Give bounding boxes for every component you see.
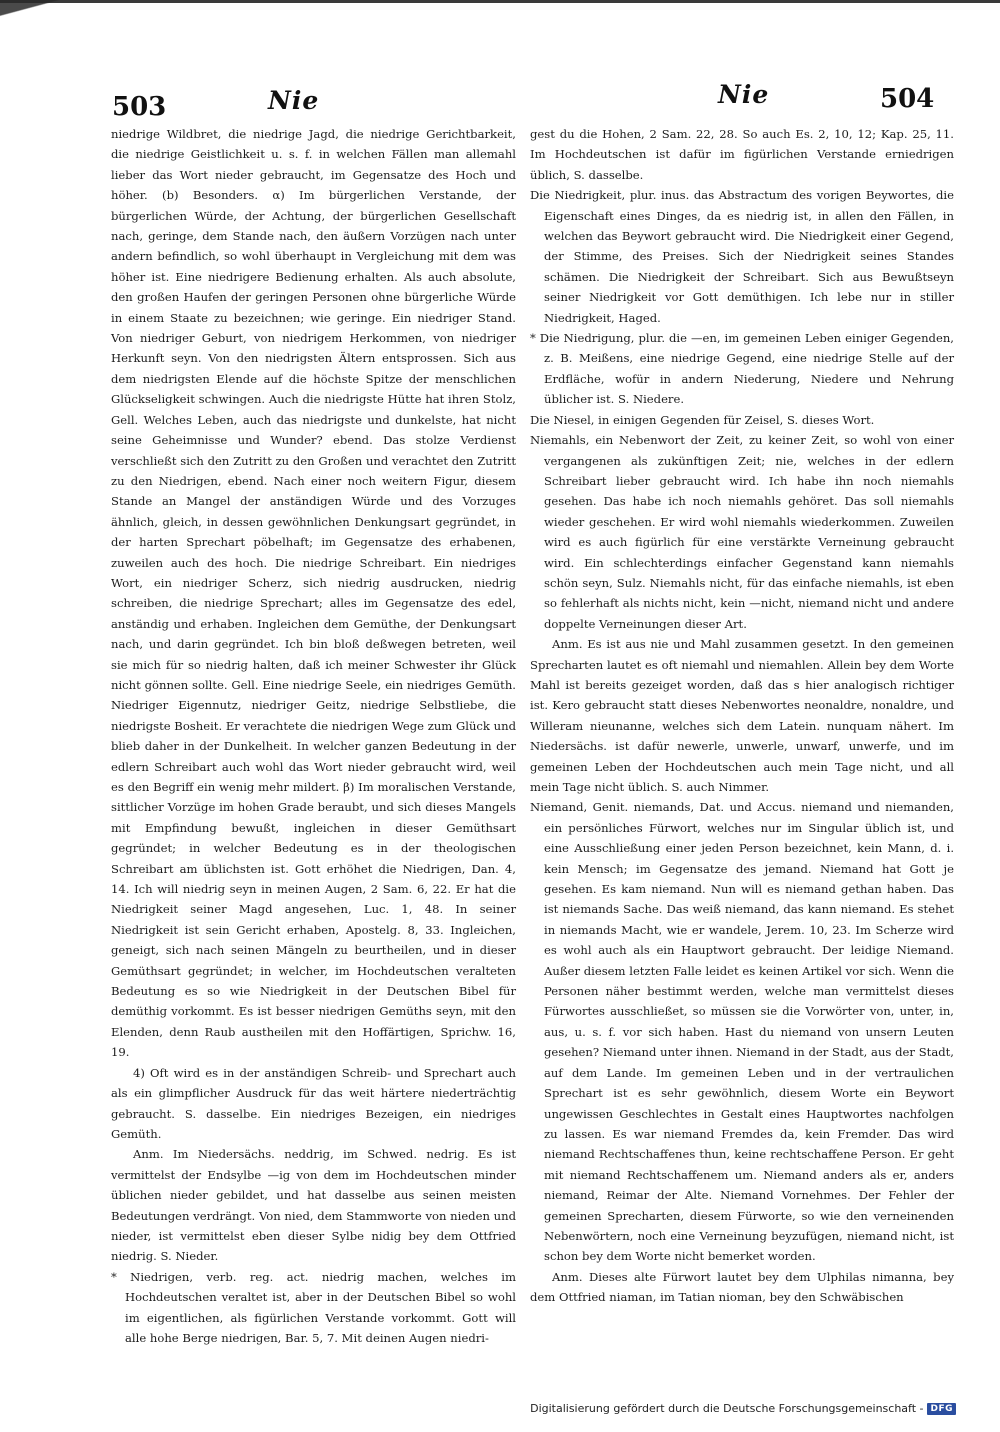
right-paragraph: Anm. Es ist aus nie und Mahl zusammen gesetzt. In den gemeinen Sprecharten lautet es oft niemahl und niemahlen. Allein bey dem Worte Mahl ist bereits gezeiget worden, daß das s hier analogisch richtiger ist. Kero gebraucht statt dieses Nebenwortes neonaldre, nonaldre, und Willeram nieunanne, welches sich dem Latein. nunquam nähert. Im Niedersächs. ist dafür newerle, unwerle, unwarf, unwerfe, und im gemeinen Leben der Hochdeutschen auch mein Tage nicht, und all mein Tage nicht üblich. S. auch Nimmer. — [530, 637, 954, 794]
right-paragraph: Anm. Dieses alte Fürwort lautet bey dem Ulphilas nimanna, bey dem Ottfried niaman, im Tatian nioman, bey den Schwäbischen — [530, 1269, 954, 1305]
left-paragraph: Anm. Im Niedersächs. neddrig, im Schwed. nedrig. Es ist vermittelst der Endsylbe —ig von dem im Hochdeutschen minder üblichen nieder gebildet, und hat dasselbe aus seinen meisten Bedeutungen verdrängt. Von nied, dem Stammworte von nieden und nieder, ist vermittelst eben dieser Sylbe nidig bey dem Ottfried niedrig. S. Nieder. — [111, 1147, 516, 1264]
right-entry: Niemand, Genit. niemands, Dat. und Accus. niemand und niemanden, ein persönliches Fürwort, welches nur im Singular üblich ist, und eine Ausschließung einer jeden Person bezeichnet, kein Mann, d. i. kein Mensch; im Gegensatze des jemand. Niemand hat Gott je gesehen. Es kam niemand. Nun will es niemand gethan haben. Das ist niemands Sache. Das weiß niemand, das kann niemand. Es stehet in niemands Macht, wie er wandele, Jerem. 10, 23. Im Scherze wird es wohl auch als ein Hauptwort gebraucht. Der leidige Niemand. Außer diesem letzten Falle leidet es keinen Artikel vor sich. Wenn die Personen näher bestimmt werden, welche man vermittelst dieses Fürwortes ausschließet, so müssen sie die Vorwörter von, unter, in, aus, u. s. f. vor sich haben. Hast du niemand von unsern Leuten gesehen? Niemand unter ihnen. Niemand in der Stadt, aus der Stadt, auf dem Lande. Im gemeinen Leben und in der vertraulichen Sprechart ist es sehr gewöhnlich, diesem Worte ein Beywort ungewissen Geschlechtes in Gestalt eines Hauptwortes nachfolgen zu lassen. Es war niemand Fremdes da, kein Fremder. Das wird niemand Rechtschaffenes thun, keine rechtschaffene Person. Er geht mit niemand Rechtschaffenem um. Niemand anders als er, anders niemand, Reimar der Alte. Niemand Vornehmes. Der Fehler der gemeinen Sprecharten, diesem Fürworte, so wie den verneinenden Nebenwörtern, noch eine Verneinung beyzufügen, niemand nicht, ist schon bey dem Worte nicht bemerket worden. — [530, 800, 954, 1264]
footer — [530, 1402, 956, 1415]
running-head-right: Nie — [718, 80, 770, 109]
left-paragraph: niedrige Wildbret, die niedrige Jagd, die niedrige Gerichtbarkeit, die niedrige Geistlichkeit u. s. f. in welchen Fällen man allemahl lieber das Wort nieder gebraucht, im Gegensatze des Hoch und höher. (b) Besonders. α) Im bürgerlichen Verstande, der bürgerlichen Würde, der Achtung, der bürgerlichen Gesellschaft nach, geringe, dem Stande nach, den äußern Vorzügen nach unter andern befindlich, so wohl überhaupt in Vergleichung mit dem was höher ist. Eine niedrigere Bedienung erhalten. Als auch absolute, den großen Haufen der geringen Personen ohne bürgerliche Würde in einem Staate zu bezeichnen; wie geringe. Ein niedriger Stand. Von niedriger Geburt, von niedrigem Herkommen, von niedriger Herkunft seyn. Von den niedrigsten Ältern entsprossen. Sich aus dem niedrigsten Elende auf die höchste Spitze der menschlichen Glückseligkeit schwingen. Auch die niedrigste Hütte hat ihren Stolz, Gell. Welches Leben, auch das niedrigste und dunkelste, hat nicht seine Geheimnisse und Wunder? ebend. Das stolze Verdienst verschließt sich den Zutritt zu den Großen und verachtet den Zutritt zu den Niedrigen, ebend. Nach einer noch weitern Figur, diesem Stande an Mangel der anständigen Würde und des Vorzuges ähnlich, gleich, in dessen gewöhnlichen Denkungsart gegründet, in der harten Sprechart pöbelhaft; im Gegensatze des erhabenen, zuweilen auch des hoch. Die niedrige Schreibart. Ein niedriges Wort, ein niedriger Scherz, sich niedrig ausdrucken, niedrig schreiben, die niedrige Sprechart; alles im Gegensatze des edel, anständig und erhaben. Ingleichen dem Gemüthe, der Denkungsart nach, und darin gegründet. Ich bin bloß deßwegen betreten, weil sie mich für so niedrig halten, daß ich meiner Schwester ihr Glück nicht gönnen sollte. Gell. Eine niedrige Seele, ein niedriges Gemüth. Niedriger Eigennutz, niedriger Geitz, niedrige Selbstliebe, die niedrigste Bosheit. Er verachtete die niedrigen Wege zum Glück und blieb daher in der Dunkelheit. In welcher ganzen Bedeutung in der edlern Schreibart auch wohl das Wort nieder gebraucht wird, weil es den Begriff ein wenig mehr mildert. β) Im moralischen Verstande, sittlicher Vorzüge im hohen Grade beraubt, und sich dieses Mangels mit Empfindung bewußt, ingleichen in dieser Gemüthsart gegründet; in welcher Bedeutung es in der theologischen Schreibart am üblichsten ist. Gott erhöhet die Niedrigen, Dan. 4, 14. Ich will niedrig seyn in meinen Augen, 2 Sam. 6, 22. Er hat die Niedrigkeit seiner Magd angesehen, Luc. 1, 48. In seiner Niedrigkeit ist sein Gericht erhaben, Apostelg. 8, 33. Ingleichen, geneigt, sich nach seinen Mängeln zu beurtheilen, und in dieser Gemüthsart gegründet; in welcher, im Hochdeutschen veralteten Bedeutung es so wie Niedrigkeit in der Deutschen Bibel für demüthig vorkommt. Es ist besser niedrigen Gemüths seyn, mit den Elenden, denn Raub austheilen mit den Hoffärtigen, Sprichw. 16, 19. — [111, 127, 516, 1060]
left-column — [111, 124, 516, 1345]
page-number-right: 504 — [880, 84, 935, 114]
left-paragraph: 4) Oft wird es in der anständigen Schreib- und Sprechart auch als ein glimpflicher Ausdruck für das weit härtere niederträchtig gebraucht. S. dasselbe. Ein niedriges Bezeigen, ein niedriges Gemüth. — [111, 1065, 516, 1141]
right-entry: Die Niesel, in einigen Gegenden für Zeisel, S. dieses Wort. — [530, 412, 875, 427]
right-column — [530, 124, 954, 1305]
right-entry: Die Niedrigkeit, plur. inus. das Abstractum des vorigen Beywortes, die Eigenschaft eines Dinges, da es niedrig ist, in allen den Fällen, in welchen das Beywort gebraucht wird. Die Niedrigkeit einer Gegend, der Stimme, des Preises. Sich der Niedrigkeit seines Standes schämen. Die Niedrigkeit der Schreibart. Sich aus Bewußtseyn seiner Niedrigkeit vor Gott demüthigen. Ich lebe nur in stiller Niedrigkeit, Haged. — [530, 188, 954, 325]
page-number-left: 503 — [112, 92, 167, 122]
right-paragraph: gest du die Hohen, 2 Sam. 22, 28. So auch Es. 2, 10, 12; Kap. 25, 11. Im Hochdeutschen ist dafür im figürlichen Verstande erniedrigen üblich, S. dasselbe. — [530, 127, 954, 182]
left-entry: * Niedrigen, verb. reg. act. niedrig machen, welches im Hochdeutschen veraltet ist, aber in der Deutschen Bibel so wohl im eigentlichen, als figürlichen Verstande vorkommt. Gott will alle hohe Berge niedrigen, Bar. 5, 7. Mit deinen Augen niedri- — [111, 1269, 516, 1345]
right-entry: Niemahls, ein Nebenwort der Zeit, zu keiner Zeit, so wohl von einer vergangenen als zukünftigen Zeit; nie, welches in der edlern Schreibart lieber gebraucht wird. Ich habe ihn noch niemahls gesehen. Das habe ich noch niemahls gehöret. Das soll niemahls wieder geschehen. Er wird wohl niemahls wiederkommen. Zuweilen wird es auch figürlich für eine verstärkte Verneinung gebraucht wird. Ein schlechterdings einfacher Gegenstand kann niemahls schön seyn, Sulz. Niemahls nicht, für das einfache niemahls, ist eben so fehlerhaft als nichts nicht, kein —nicht, niemand nicht und andere doppelte Verneinungen dieser Art. — [530, 433, 954, 631]
scan-edge — [0, 0, 1000, 34]
footer-text: Digitalisierung gefördert durch die Deutsche Forschungsgemeinschaft - — [530, 1402, 924, 1415]
right-entry: * Die Niedrigung, plur. die —en, im gemeinen Leben einiger Gegenden, z. B. Meißens, eine niedrige Gegend, eine niedrige Stelle auf der Erdfläche, wofür in andern Niederung, Niedere und Nehrung üblicher ist. S. Niedere. — [530, 331, 954, 407]
dfg-logo-icon: DFG — [927, 1403, 956, 1415]
running-head-left: Nie — [268, 86, 320, 115]
